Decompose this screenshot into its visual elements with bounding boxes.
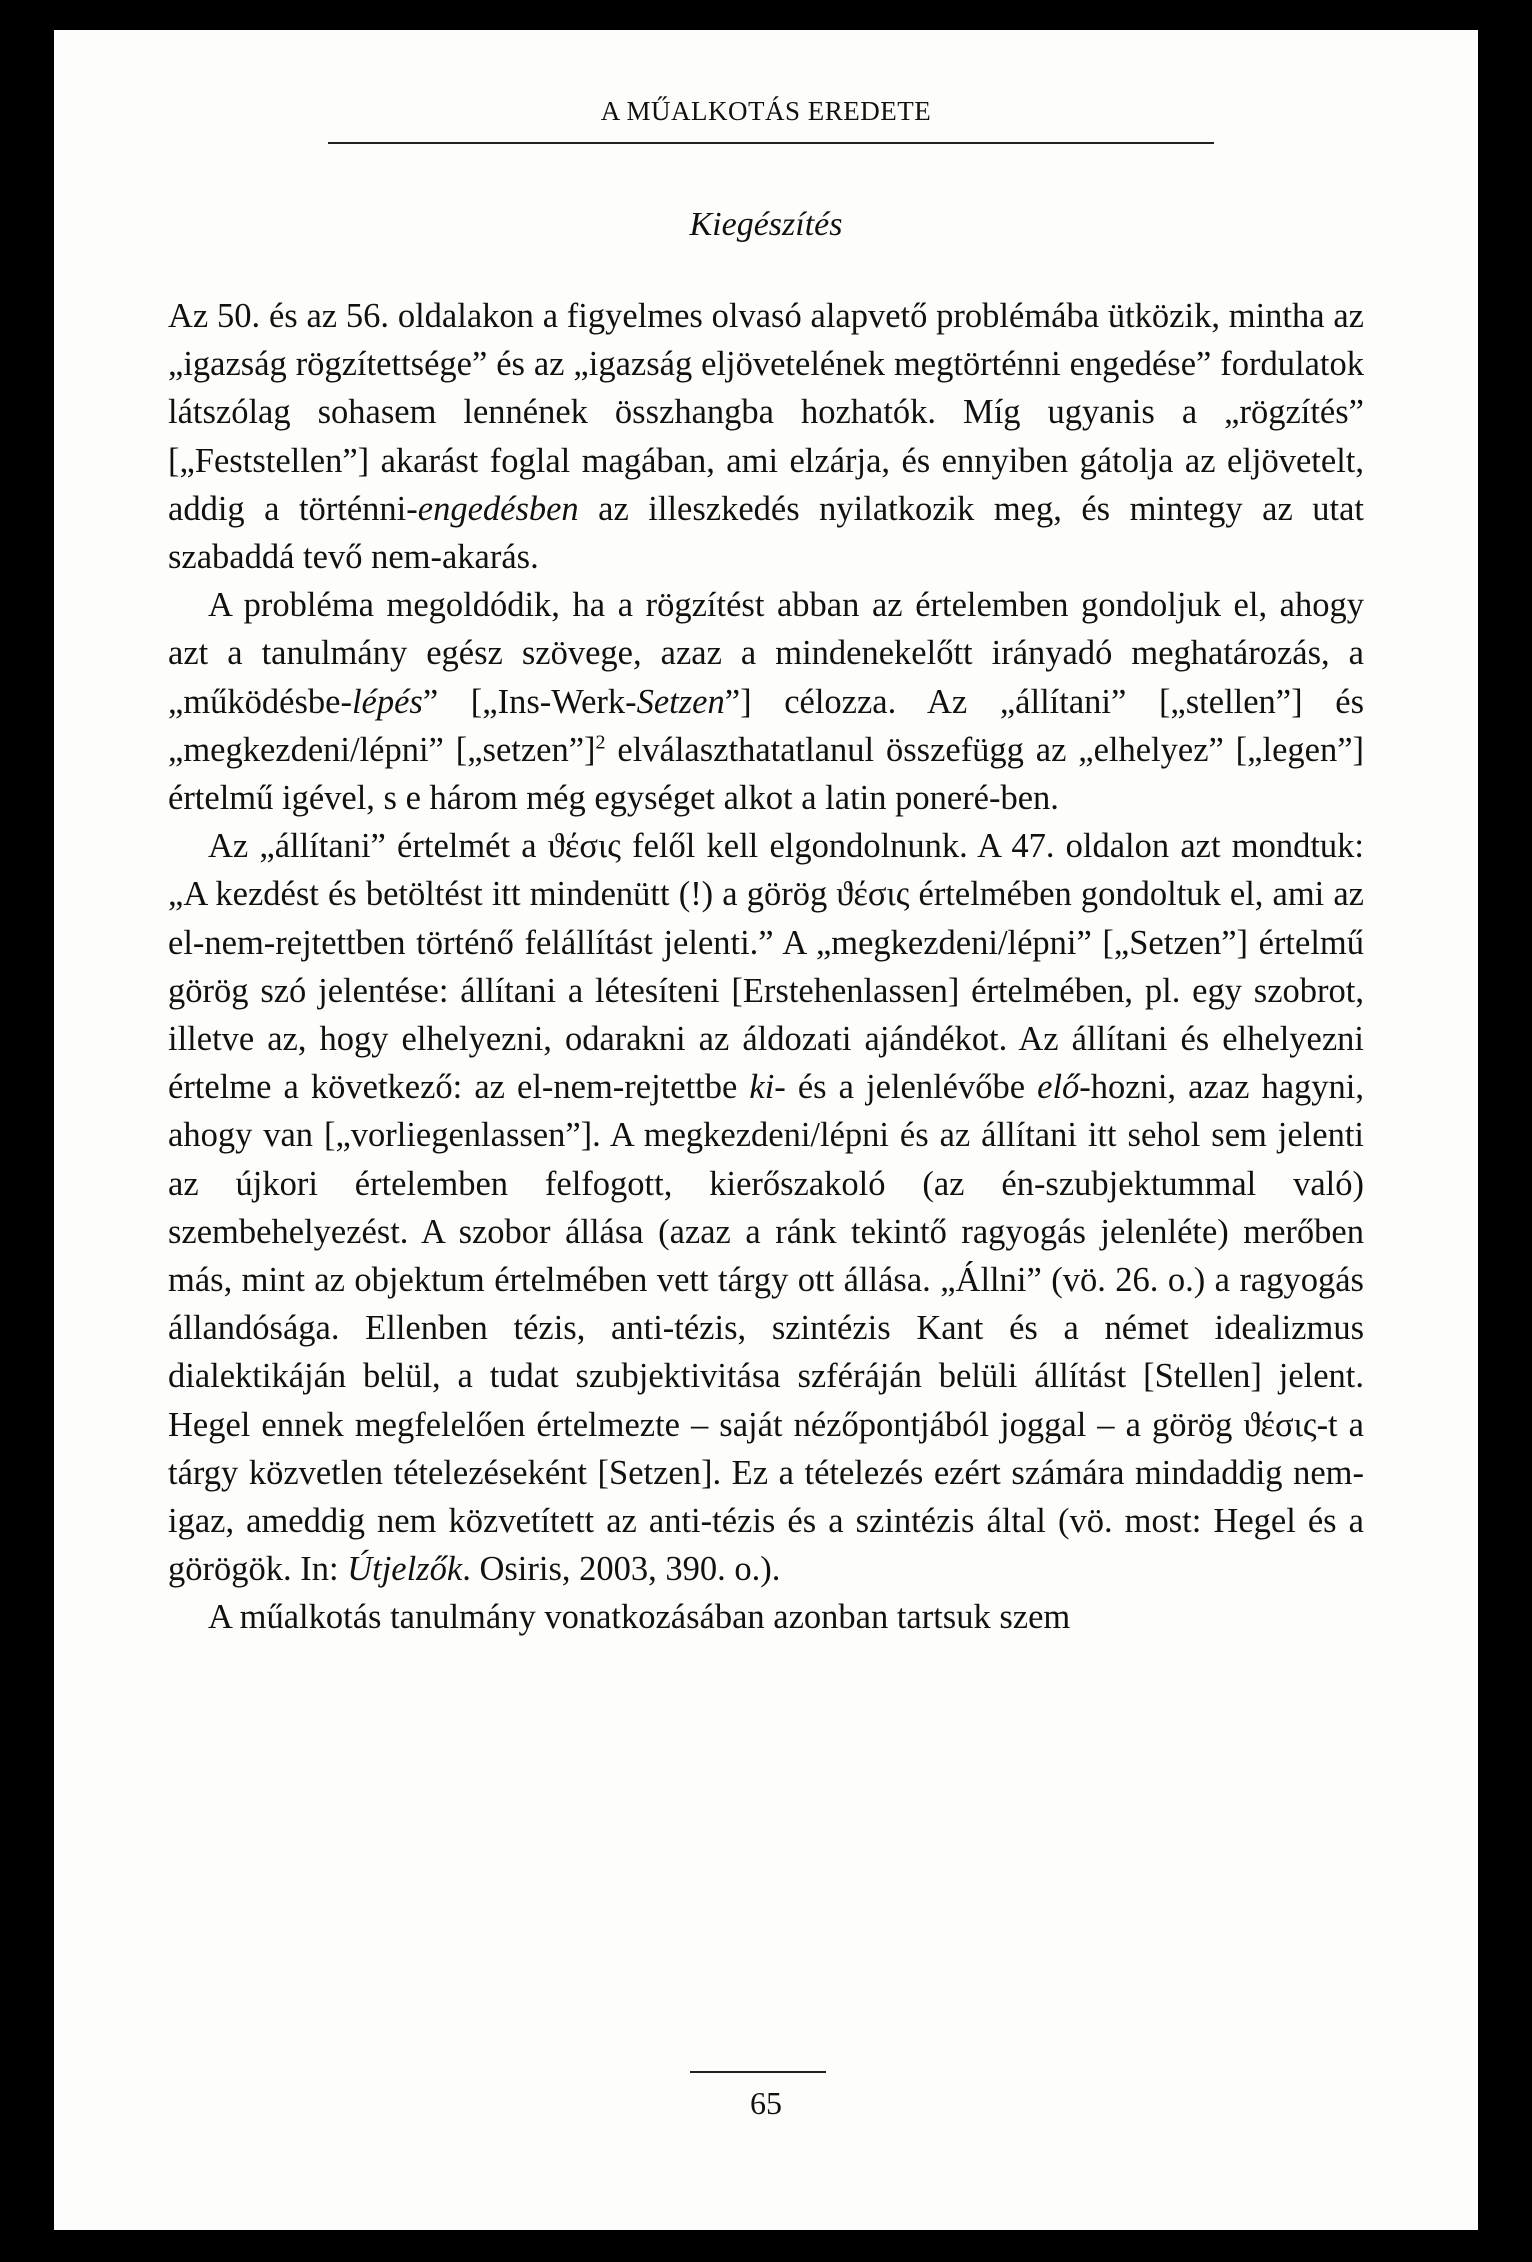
paragraph-1: Az 50. és az 56. oldalakon a figyelmes olvasó alapvető problémába ütközik, mintha az „igazság rögzítettsége” és az „igazság eljövetelének megtörténni engedése” fordulatok látszólag sohasem lennének összhangba hozhatók. Míg ugyanis a „rögzítés” [„Feststellen”] akarást foglal magában, ami elzárja, és ennyiben gátolja az eljövetelt, addig a történni-engedésben az illeszkedés nyilatkozik meg, és mintegy az utat szabaddá tevő nem-akarás. <box>168 297 1365 577</box>
header-rule <box>328 142 1214 144</box>
page-number: 65 <box>750 2085 782 2121</box>
paragraph-3: Az „állítani” értelmét a ϑέσις felől kell elgondolnunk. A 47. oldalon azt mondtuk: „A kezdést és betöltést itt mindenütt (!) a görög ϑέσις értelmében gondoltuk el, ami az el-nem-rejtettben történő felállítást jelenti.” A „megkezdeni/lépni” [„Setzen”] értelmű görög szó jelentése: állítani a létesíteni [Erstehenlassen] értelmében, pl. egy szobrot, illetve az, hogy elhelyezni, odarakni az áldozati ajándékot. Az állítani és elhelyezni értelme a következő: az el-nem-rejtettbe ki- és a jelenlévőbe elő-hozni, azaz hagyni, ahogy van [„vorliegenlassen”]. A megkezdeni/lépni és az állítani itt sehol sem jelenti az újkori értelemben felfogott, kierőszakoló (az én-szubjektummal való) szembehelyezést. A szobor állása (azaz a ránk tekintő ragyogás jelenléte) merőben más, mint az objektum értelmében vett tárgy ott állása. „Állni” (vö. 26. o.) a ragyogás állandósága. Ellenben tézis, anti-tézis, szintézis Kant és a német idealizmus dialektikáján belül, a tudat szubjektivitása szféráján belüli állítást [Stellen] jelent. Hegel ennek megfelelően értelmezte – saját nézőpontjából joggal – a görög ϑέσις-t a tárgy közvetlen tételezéseként [Setzen]. Ez a tételezés ezért számára mindaddig nem-igaz, ameddig nem közvetített az anti-tézis és a szintézis által (vö. most: Hegel és a görögök. In: Útjelzők. Osiris, 2003, 390. o.). <box>168 827 1364 1589</box>
body-text <box>168 292 1364 1642</box>
footnote-ref: 2 <box>595 731 606 754</box>
footer-rule <box>690 2071 826 2073</box>
book-page <box>54 30 1478 2230</box>
paragraph-4: A műalkotás tanulmány vonatkozásában azonban tartsuk szem <box>208 1598 1071 1637</box>
running-header: A MŰALKOTÁS EREDETE <box>600 96 932 126</box>
section-title: Kiegészítés <box>689 206 843 243</box>
paragraph-2: A probléma megoldódik, ha a rögzítést abban az értelemben gondoljuk el, ahogy azt a tanulmány egész szövege, azaz a mindenekelőtt irányadó meghatározás, a „működésbe-lépés” [„Ins-Werk-Setzen”] célozza. Az „állítani” [„stellen”] és „megkezdeni/lépni” [„setzen”]$^2$ elválaszthatatlanul összefügg az „elhelyez” [„legen”] értelmű igével, s e három még egységet alkot a latin poneré-ben. <box>168 586 1364 818</box>
